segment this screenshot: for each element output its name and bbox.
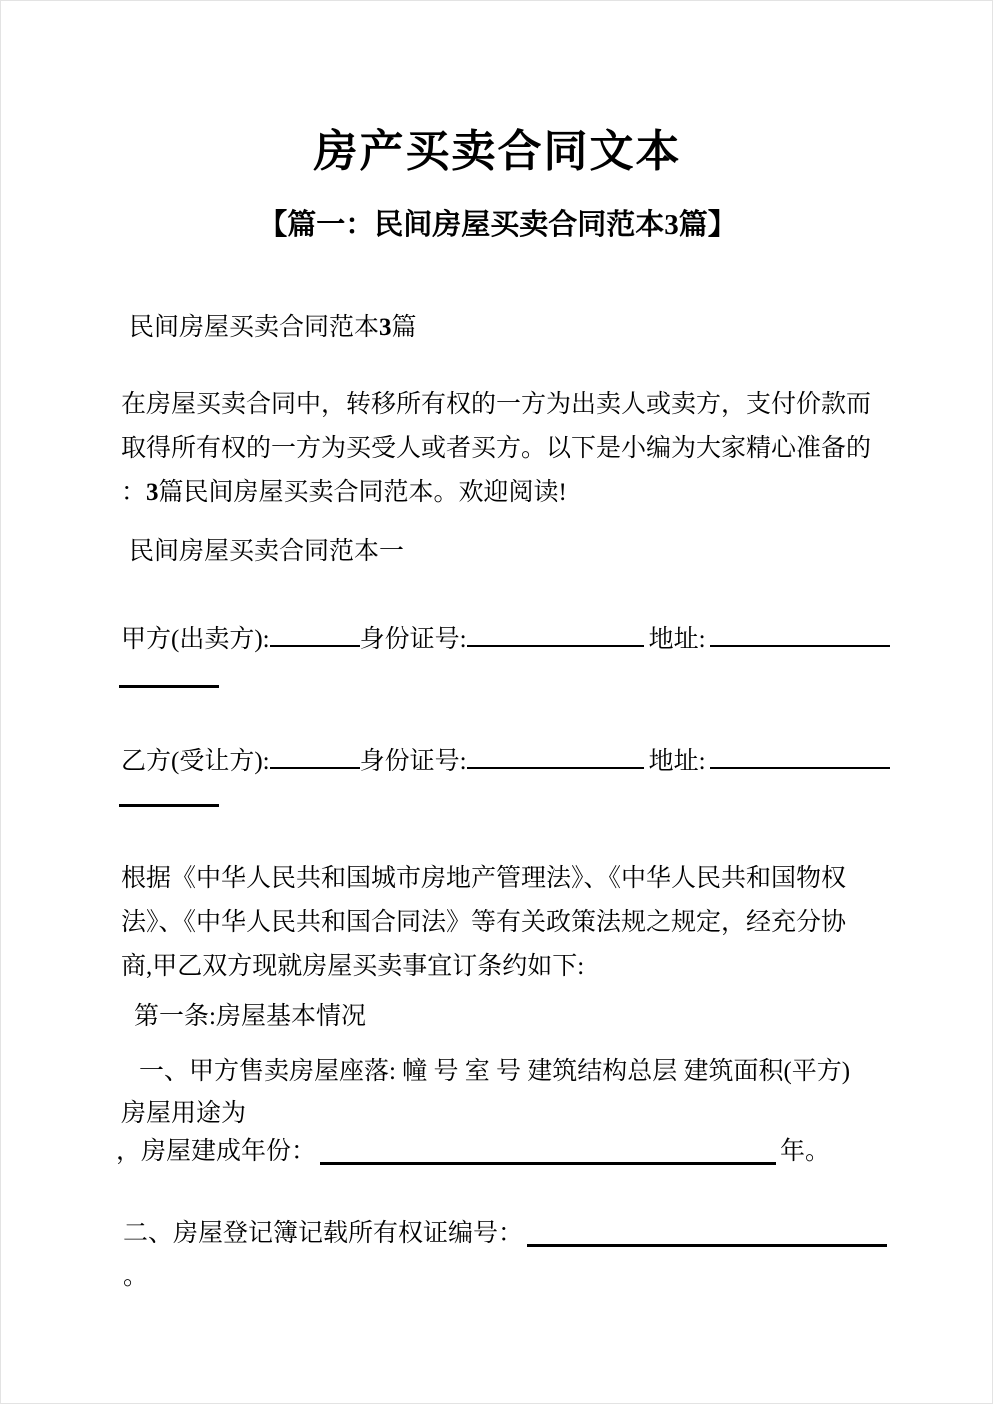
section-heading: 【篇一：民间房屋买卖合同范本3篇】 xyxy=(258,209,737,241)
build-year-row xyxy=(116,1131,830,1167)
subheading-number: 3 xyxy=(379,314,392,341)
intro-line-2: 取得所有权的一方为买受人或者买方。以下是小编为大家精心准备的 xyxy=(121,435,872,462)
legal-basis-line-1: 根据《中华人民共和国城市房地产管理法》、《中华人民共和国物权 xyxy=(121,865,847,892)
legal-basis-paragraph xyxy=(121,857,846,989)
build-year-label: ，房屋建成年份： xyxy=(116,1138,317,1165)
party-a-row xyxy=(121,619,890,655)
party-b-name-label: 乙方(受让方): xyxy=(121,748,270,775)
party-a-address-label: 地址: xyxy=(648,626,706,653)
ownership-cert-label: 二、房屋登记簿记载所有权证编号： xyxy=(123,1220,524,1247)
subheading-text-post: 篇 xyxy=(391,314,417,341)
party-a-name-blank xyxy=(270,645,360,647)
sample-one-heading: 民间房屋买卖合同范本一 xyxy=(129,538,405,565)
party-b-id-blank xyxy=(467,767,644,769)
party-a-id-label: 身份证号: xyxy=(359,626,467,653)
article-1-heading: 第一条:房屋基本情况 xyxy=(134,1003,366,1030)
intro-line-3-post: 篇民间房屋买卖合同范本。欢迎阅读! xyxy=(158,479,567,506)
party-a-id-blank xyxy=(467,645,644,647)
intro-line-1: 在房屋买卖合同中，转移所有权的一方为出卖人或卖方，支付价款而 xyxy=(121,391,872,418)
party-b-row xyxy=(121,741,890,777)
legal-basis-line-3: 商,甲乙双方现就房屋买卖事宜订条约如下: xyxy=(121,953,585,980)
ownership-cert-row xyxy=(123,1213,887,1249)
party-b-address-label: 地址: xyxy=(648,748,706,775)
ownership-cert-blank xyxy=(527,1244,887,1247)
trailing-period: 。 xyxy=(123,1263,149,1290)
party-a-name-label: 甲方(出卖方): xyxy=(121,626,270,653)
intro-line-3-pre: ： xyxy=(121,479,147,506)
clause-1-line-1: 一、甲方售卖房屋座落: 幢 号 室 号 建筑结构总层 建筑面积(平方) xyxy=(139,1058,851,1085)
clause-1-line-2: 房屋用途为 xyxy=(121,1100,247,1127)
subheading-sample-3 xyxy=(129,307,417,343)
party-b-id-label: 身份证号: xyxy=(359,748,467,775)
party-b-address-blank-continuation xyxy=(119,804,219,807)
legal-basis-line-2: 法》、《中华人民共和国合同法》等有关政策法规之规定，经充分协 xyxy=(121,909,847,936)
party-a-address-blank xyxy=(710,645,890,647)
intro-paragraph xyxy=(121,383,871,515)
build-year-suffix: 年。 xyxy=(780,1138,831,1165)
party-a-address-blank-continuation xyxy=(119,685,219,688)
build-year-blank xyxy=(320,1162,776,1165)
party-b-name-blank xyxy=(270,767,360,769)
party-b-address-blank xyxy=(710,767,890,769)
intro-line-3 xyxy=(121,471,871,515)
intro-line-3-number: 3 xyxy=(146,479,159,506)
page-title: 房产买卖合同文本 xyxy=(313,127,682,176)
subheading-text-pre: 民间房屋买卖合同范本 xyxy=(129,314,380,341)
